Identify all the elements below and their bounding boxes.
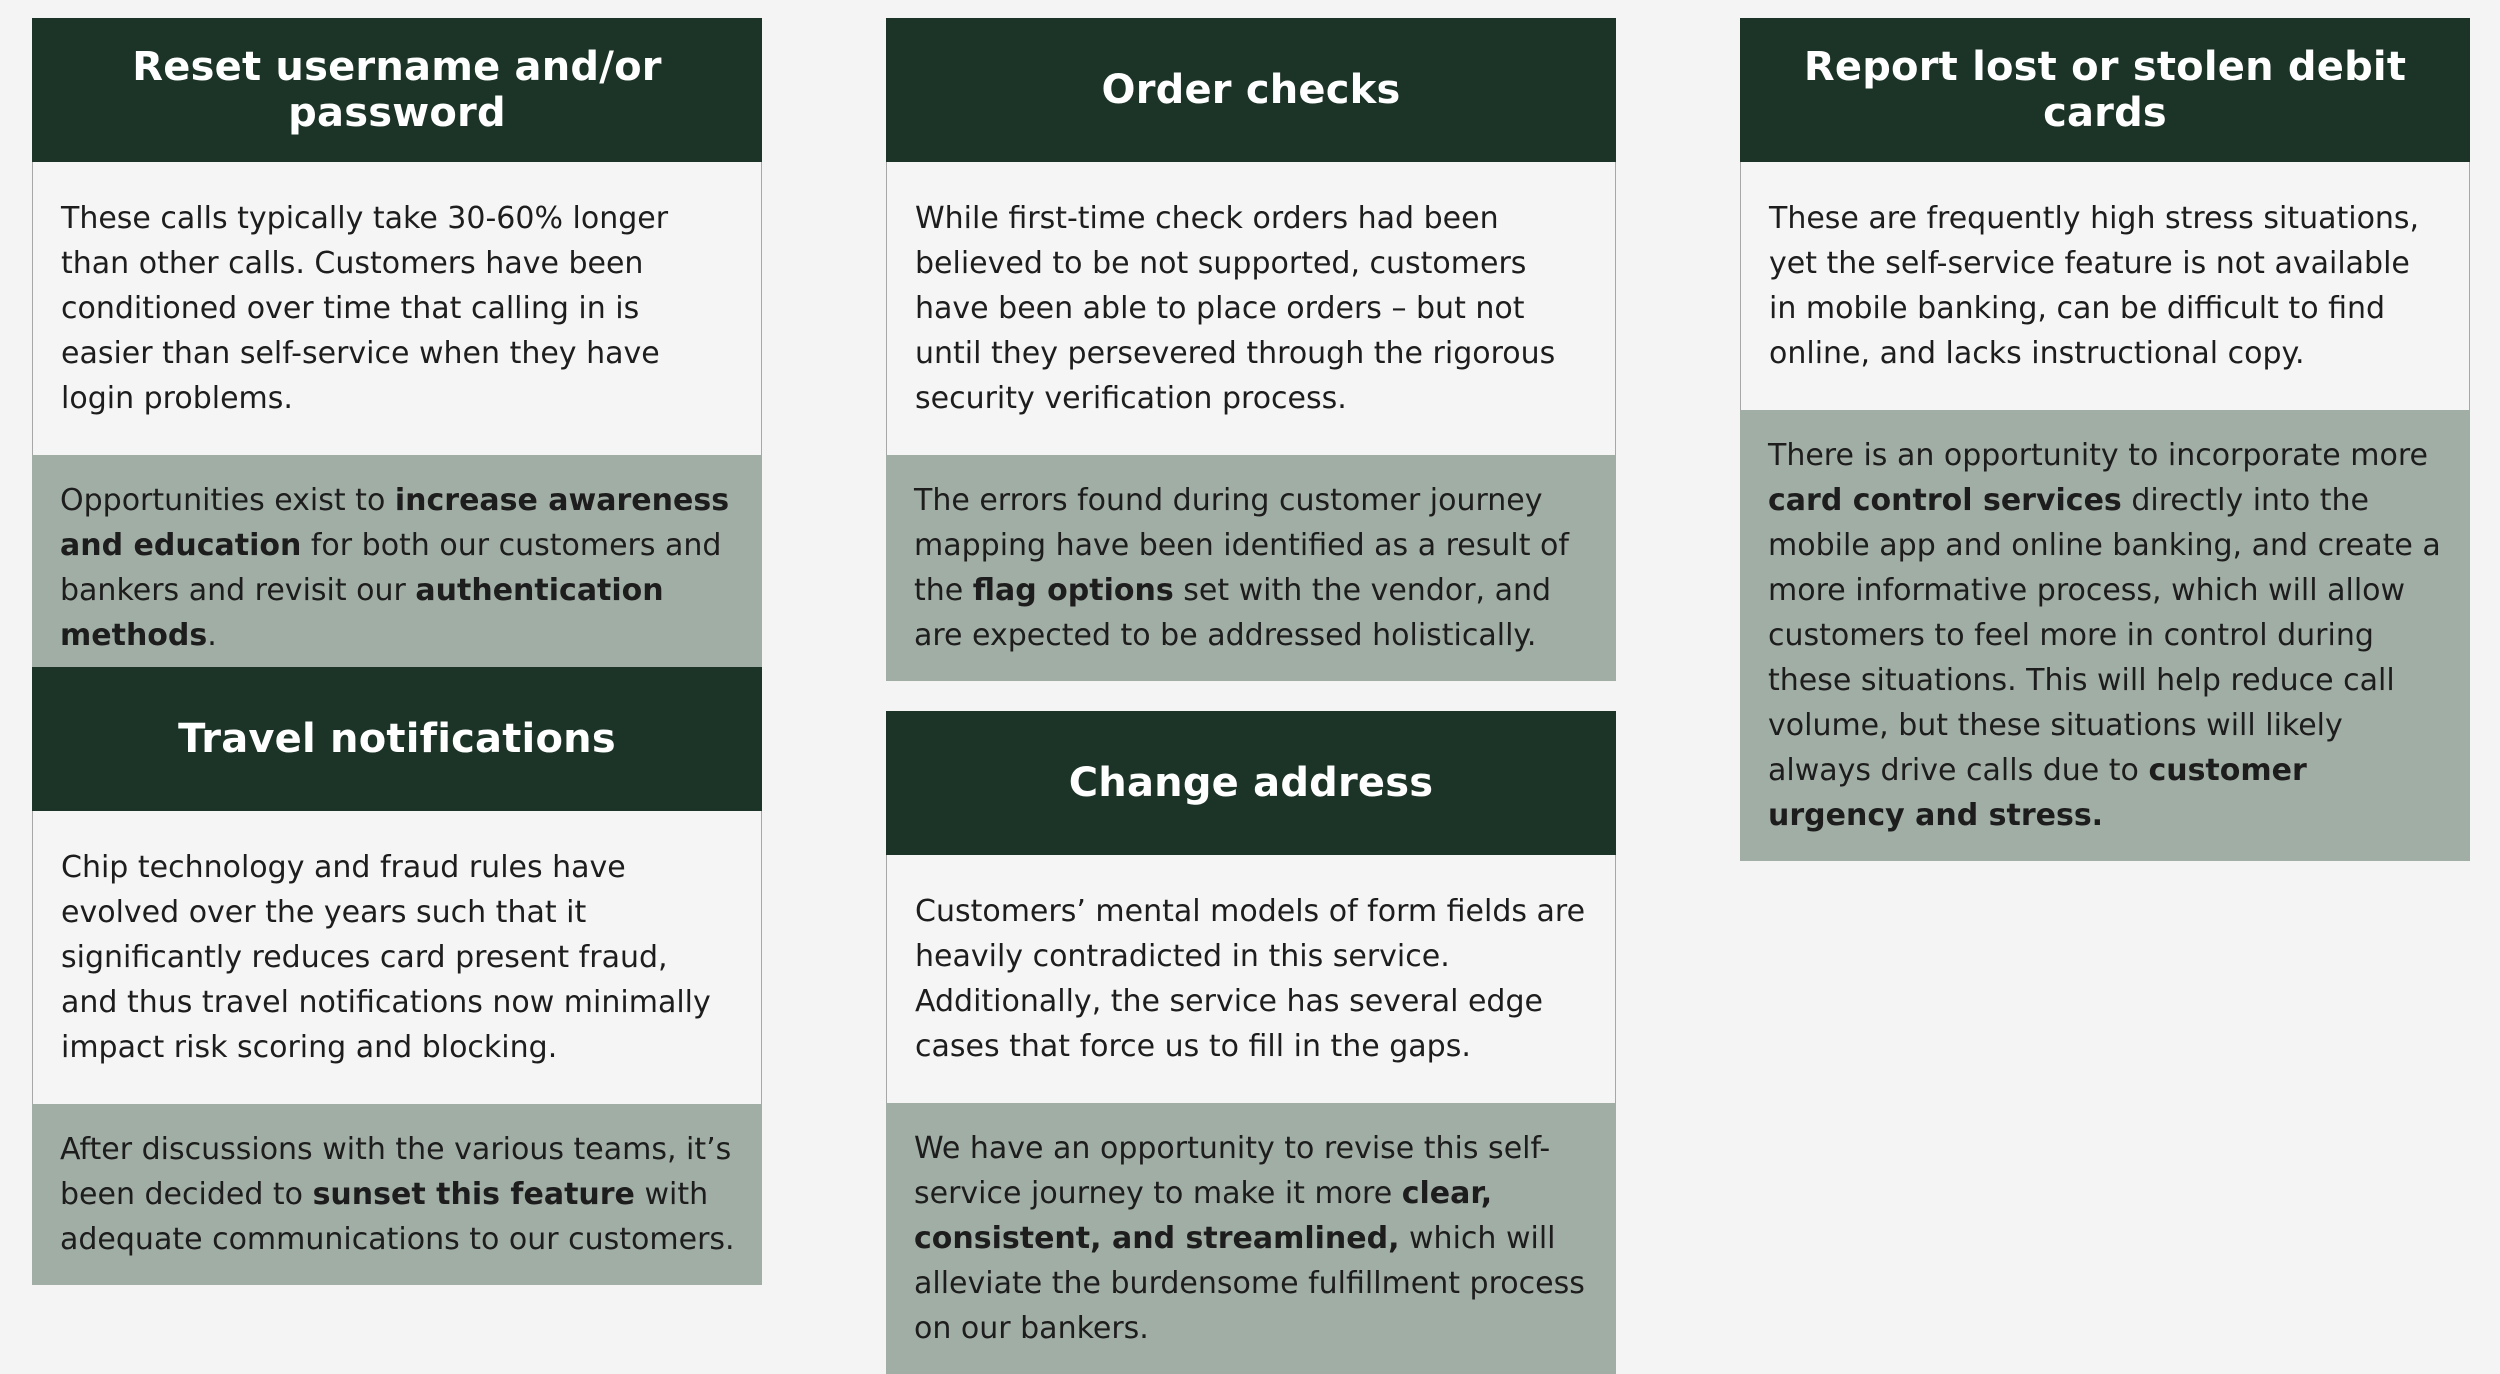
- emphasis-text: increase awareness and education: [60, 483, 730, 563]
- card-title: Travel notifications: [32, 667, 762, 811]
- emphasis-text: clear, consistent, and streamlined,: [914, 1176, 1493, 1256]
- card-description: Customers’ mental models of form fields are heavily contradicted in this service. Additionally, the service has several edge cases that force us to fill in the gaps.: [886, 855, 1616, 1103]
- opportunity-text: with adequate communications to our customers.: [60, 1177, 735, 1257]
- emphasis-text: authentication methods: [60, 573, 664, 653]
- card-title: Reset username and/or password: [32, 18, 762, 162]
- opportunity-text: We have an opportunity to revise this self-service journey to make it more: [914, 1131, 1551, 1211]
- card-title: Report lost or stolen debit cards: [1740, 18, 2470, 162]
- card-title: Order checks: [886, 18, 1616, 162]
- opportunity-text: .: [207, 618, 217, 653]
- opportunity-text: which will alleviate the burdensome fulfillment process on our bankers.: [914, 1221, 1585, 1346]
- opportunity-text: set with the vendor, and are expected to be addressed holistically.: [914, 573, 1552, 653]
- opportunity-text: After discussions with the various teams, it’s been decided to: [60, 1132, 732, 1212]
- card-description: These calls typically take 30-60% longer than other calls. Customers have been conditioned over time that calling in is easier than self-service when they have login problems.: [32, 162, 762, 455]
- card-opportunity: [886, 1103, 1616, 1374]
- card-description: Chip technology and fraud rules have evolved over the years such that it significantly reduces card present fraud, and thus travel notifications now minimally impact risk scoring and blocking.: [32, 811, 762, 1104]
- opportunity-text: directly into the mobile app and online banking, and create a more informative process, which will allow customers to feel more in control during these situations. This will help reduce call volume, but these situations will likely always drive calls due to: [1768, 483, 2441, 788]
- emphasis-text: card control services: [1768, 483, 2122, 518]
- card-opportunity: [1740, 410, 2470, 861]
- opportunity-text: There is an opportunity to incorporate more: [1768, 438, 2428, 473]
- card-opportunity: [886, 455, 1616, 681]
- card-lost-stolen-debit: [1740, 18, 2470, 861]
- card-order-checks: [886, 18, 1616, 681]
- emphasis-text: flag options: [972, 573, 1174, 608]
- card-reset-credentials: [32, 18, 762, 681]
- card-travel-notifications: [32, 667, 762, 1285]
- card-opportunity: [32, 455, 762, 681]
- opportunity-text: for both our customers and bankers and revisit our: [60, 528, 722, 608]
- card-change-address: [886, 711, 1616, 1374]
- card-description: These are frequently high stress situations, yet the self-service feature is not available in mobile banking, can be difficult to find online, and lacks instructional copy.: [1740, 162, 2470, 410]
- card-opportunity: [32, 1104, 762, 1285]
- card-title: Change address: [886, 711, 1616, 855]
- opportunity-text: Opportunities exist to: [60, 483, 395, 518]
- emphasis-text: sunset this feature: [312, 1177, 635, 1212]
- emphasis-text: customer urgency and stress.: [1768, 753, 2307, 833]
- card-description: While first-time check orders had been believed to be not supported, customers have been able to place orders – but not until they persevered through the rigorous security verification process.: [886, 162, 1616, 455]
- opportunity-text: The errors found during customer journey mapping have been identified as a result of the: [914, 483, 1569, 608]
